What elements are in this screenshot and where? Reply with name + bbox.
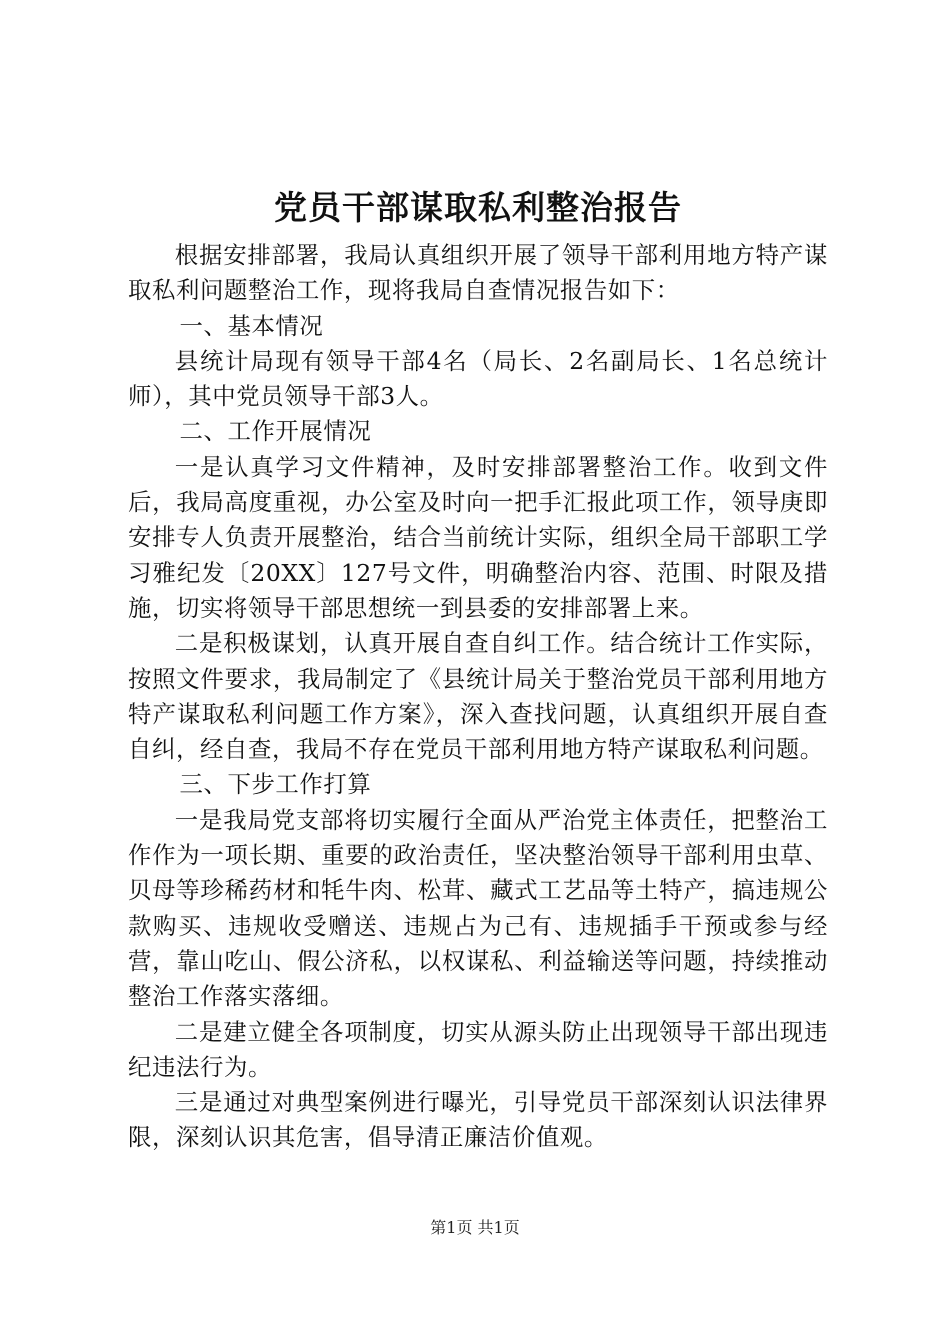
paragraph-work-1: 一是认真学习文件精神，及时安排部署整治工作。收到文件后，我局高度重视，办公室及时向一把手汇报此项工作，领导庚即安排专人负责开展整治，结合当前统计实际，组织全局干部职工学习雅纪发〔20XX〕127号文件，明确整治内容、范围、时限及措施，切实将领导干部思想统一到县委的安排部署上来。 bbox=[128, 452, 828, 622]
document-page bbox=[128, 178, 828, 1156]
paragraph-plan-3: 三是通过对典型案例进行曝光，引导党员干部深刻认识法律界限，深刻认识其危害，倡导清正廉洁价值观。 bbox=[128, 1088, 828, 1152]
section-heading-plan: 三、下步工作打算 bbox=[179, 770, 372, 799]
paragraph-plan-2: 二是建立健全各项制度，切实从源头防止出现领导干部出现违纪违法行为。 bbox=[128, 1017, 828, 1081]
document-body bbox=[128, 238, 828, 1156]
page-footer: 第1页 共1页 bbox=[430, 1218, 520, 1237]
paragraph-basic-info: 县统计局现有领导干部4名（局长、2名副局长、1名总统计师），其中党员领导干部3人。 bbox=[128, 346, 828, 411]
section-heading-basic: 一、基本情况 bbox=[179, 311, 324, 340]
paragraph-intro: 根据安排部署，我局认真组织开展了领导干部利用地方特产谋取私利问题整治工作，现将我局自查情况报告如下： bbox=[128, 241, 828, 305]
section-heading-work: 二、工作开展情况 bbox=[179, 417, 372, 446]
paragraph-work-2: 二是积极谋划，认真开展自查自纠工作。结合统计工作实际，按照文件要求，我局制定了《县统计局关于整治党员干部利用地方特产谋取私利问题工作方案》，深入查找问题，认真组织开展自查自纠，经自查，我局不存在党员干部利用地方特产谋取私利问题。 bbox=[128, 629, 828, 764]
paragraph-plan-1: 一是我局党支部将切实履行全面从严治党主体责任，把整治工作作为一项长期、重要的政治责任，坚决整治领导干部利用虫草、贝母等珍稀药材和牦牛肉、松茸、藏式工艺品等土特产，搞违规公款购买、违规收受赠送、违规占为己有、违规插手干预或参与经营，靠山吃山、假公济私，以权谋私、利益输送等问题，持续推动整治工作落实落细。 bbox=[128, 805, 828, 1011]
document-title: 党员干部谋取私利整治报告 bbox=[274, 188, 682, 227]
